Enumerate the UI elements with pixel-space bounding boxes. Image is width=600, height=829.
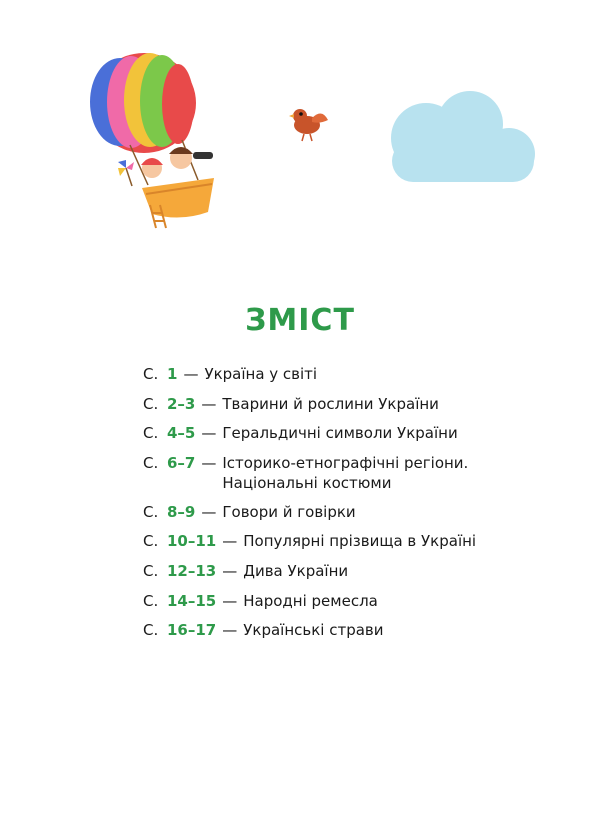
page-prefix: С. [143,561,159,580]
page-number: 1 [167,365,178,383]
page-prefix: С. [143,621,159,640]
bird-icon [289,109,328,141]
page-prefix: С. [143,394,159,413]
list-item [143,502,583,532]
entry-title: Народні ремесла [243,591,378,610]
separator-dash: — [201,394,217,413]
page-number: 6–7 [167,453,196,472]
page-number: 12–13 [167,561,217,580]
separator-dash: — [222,561,238,580]
list-item [143,423,583,453]
header-illustration [0,0,600,260]
list-item [143,591,583,621]
page-number: 4–5 [167,424,196,443]
page-number: 8–9 [167,502,196,521]
hot-air-balloon-icon [90,53,214,228]
entry-title: Говори й говірки [222,502,356,521]
page-number: 10–11 [167,532,217,551]
entry-title [222,453,583,493]
page-prefix: С. [143,532,159,551]
entry-title: Дива України [243,561,349,580]
entry-title: Українські страви [243,621,384,640]
list-item [143,364,583,394]
entry-title: Геральдичні символи України [222,424,458,443]
entry-title-line-1: Історико-етнографічні регіони. [222,453,469,472]
list-item [143,453,583,502]
page-prefix: С. [143,591,159,610]
separator-dash: — [201,424,217,443]
page-title: ЗМІСТ [245,303,355,338]
separator-dash: — [201,502,217,521]
list-item [143,620,583,650]
page-number: 16–17 [167,621,217,640]
list-item [143,561,583,591]
entry-title: Тварини й рослини України [222,394,439,413]
table-of-contents [143,364,583,650]
separator-dash: — [222,591,238,610]
page-number: 2–3 [167,394,196,413]
list-item [143,531,583,561]
entry-title: Україна у світі [204,365,318,383]
entry-title-line-2: Національні костюми [222,473,392,492]
cloud-icon [391,91,535,182]
page-prefix: С. [143,424,159,443]
entry-title: Популярні прізвища в Україні [243,532,477,551]
separator-dash: — [222,532,238,551]
page-prefix: С. [143,502,159,521]
separator-dash: — [183,365,199,383]
page-number: 14–15 [167,591,217,610]
page-prefix: С. [143,453,159,472]
separator-dash: — [201,453,217,472]
list-item [143,394,583,424]
page-prefix: С. [143,365,159,383]
separator-dash: — [222,621,238,640]
